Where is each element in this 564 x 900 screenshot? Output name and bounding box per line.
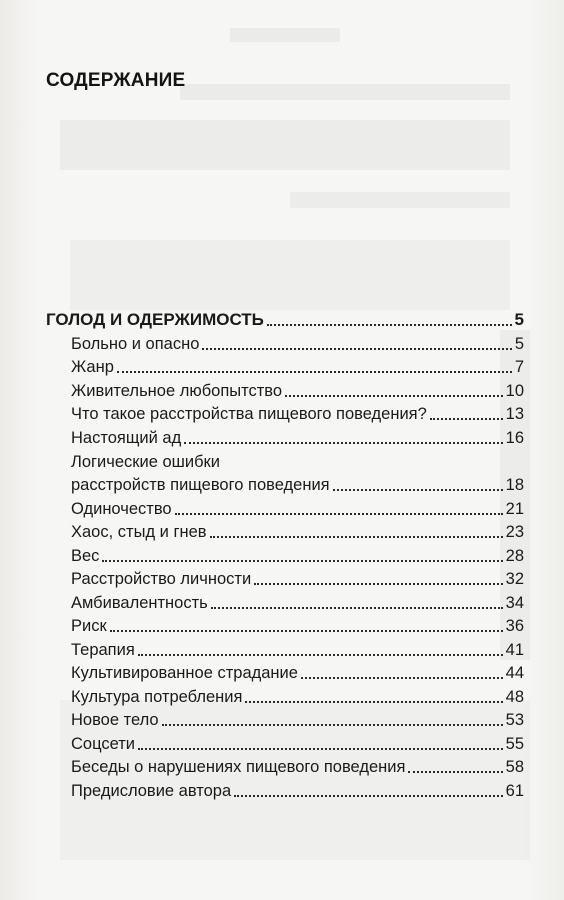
toc-entry[interactable] [71, 334, 524, 354]
toc-entry-title: Амбивалентность [71, 594, 208, 612]
toc-entry-page: 34 [505, 594, 524, 612]
toc-entry-title: Что такое расстройства пищевого поведения? [71, 405, 427, 423]
toc-entry-page: 61 [505, 782, 524, 800]
bleed-through-texture [180, 84, 510, 100]
toc-entry-title-line1: Логические ошибки [71, 453, 220, 471]
toc-entry[interactable] [71, 663, 524, 683]
toc-entry-page: 32 [505, 570, 524, 588]
bleed-through-texture [70, 240, 510, 310]
toc-entry-page: 7 [514, 358, 524, 376]
toc-entry-title: Расстройство личности [71, 570, 252, 588]
toc-entry-page: 41 [505, 641, 524, 659]
toc-entry-title: Новое тело [71, 711, 159, 729]
toc-part-entry[interactable] [46, 310, 524, 330]
bleed-through-texture [60, 120, 510, 170]
leader-dots [210, 536, 503, 538]
toc-entry[interactable] [71, 781, 524, 801]
toc-entry-page: 55 [505, 735, 524, 753]
toc-entry[interactable] [71, 757, 524, 777]
leader-dots [110, 630, 503, 632]
toc-entry-title: Предисловие автора [71, 782, 232, 800]
bleed-through-texture [230, 28, 340, 42]
toc-entry[interactable] [71, 734, 524, 754]
leader-dots [184, 442, 502, 444]
toc-entry[interactable] [71, 499, 524, 519]
toc-entry-title: Терапия [71, 641, 135, 659]
toc-entry-title: Культивированное страдание [71, 664, 298, 682]
leader-dots [162, 724, 503, 726]
toc-entry-page: 5 [514, 335, 524, 353]
leader-dots [333, 489, 503, 491]
toc-entry-title: ГОЛОД И ОДЕРЖИМОСТЬ [46, 310, 264, 329]
toc-entry[interactable] [71, 546, 524, 566]
toc-entry[interactable] [71, 710, 524, 730]
leader-dots [175, 513, 503, 515]
toc-entry-page: 58 [505, 758, 524, 776]
leader-dots [117, 371, 512, 373]
toc-entry-page: 5 [514, 310, 524, 329]
leader-dots [138, 748, 503, 750]
leader-dots [245, 701, 502, 703]
leader-dots [211, 607, 503, 609]
toc-entry-page: 16 [505, 429, 524, 447]
toc-entry-page: 21 [505, 500, 524, 518]
toc-entry[interactable] [71, 593, 524, 613]
leader-dots [267, 324, 512, 326]
toc-entry-title: Соцсети [71, 735, 136, 753]
toc-entry-page: 44 [505, 664, 524, 682]
toc-entry-title: Хаос, стыд и гнев [71, 523, 207, 541]
toc-entry-page: 28 [505, 547, 524, 565]
toc-entry[interactable] [71, 357, 524, 377]
toc-entry-title: Настоящий ад [71, 429, 182, 447]
toc-entry-page: 36 [505, 617, 524, 635]
toc-entry[interactable] [71, 428, 524, 448]
toc-entry-title: Риск [71, 617, 107, 635]
toc-entry[interactable] [71, 381, 524, 401]
toc-entry-title: Беседы о нарушениях пищевого поведения [71, 758, 406, 776]
toc-entry-title: Живительное любопытство [71, 382, 283, 400]
toc-entry-page: 53 [505, 711, 524, 729]
leader-dots [102, 560, 502, 562]
toc-entry-title: Больно и опасно [71, 335, 200, 353]
leader-dots [285, 395, 503, 397]
toc-entry[interactable] [71, 404, 524, 424]
toc-entry[interactable] [71, 616, 524, 636]
toc-entry[interactable] [71, 475, 524, 495]
toc-entry[interactable] [71, 522, 524, 542]
leader-dots [138, 654, 503, 656]
toc-entry-page: 48 [505, 688, 524, 706]
bleed-through-texture [290, 192, 510, 208]
toc-entry-page: 13 [505, 405, 524, 423]
leader-dots [234, 795, 502, 797]
toc-entry[interactable] [71, 640, 524, 660]
toc-entry-title: Жанр [71, 358, 114, 376]
leader-dots [202, 348, 511, 350]
toc-entry-title: расстройств пищевого поведения [71, 476, 330, 494]
toc-entry-title: Одиночество [71, 500, 172, 518]
toc-entry[interactable] [71, 687, 524, 707]
toc-heading: СОДЕРЖАНИЕ [46, 70, 186, 91]
toc-entry-page: 18 [505, 476, 524, 494]
toc-entry-page: 10 [505, 382, 524, 400]
leader-dots [301, 677, 503, 679]
leader-dots [254, 583, 502, 585]
toc-entry[interactable] [71, 569, 524, 589]
toc-entry-page: 23 [505, 523, 524, 541]
leader-dots [408, 771, 502, 773]
toc-entry-title: Культура потребления [71, 688, 243, 706]
leader-dots [430, 418, 503, 420]
toc-entry-title: Вес [71, 547, 100, 565]
